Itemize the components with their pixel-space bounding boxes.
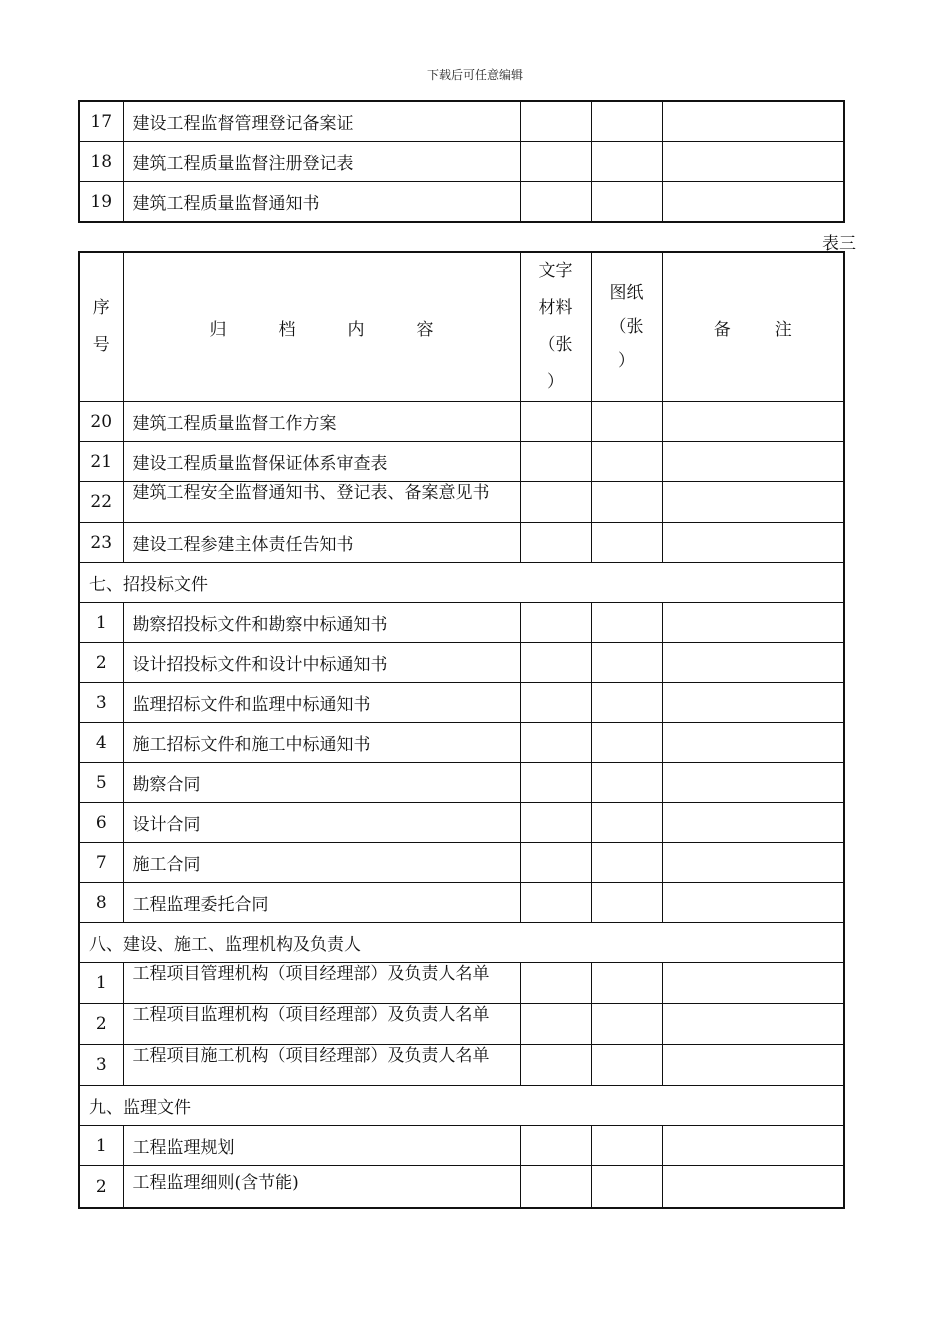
- section-row: [79, 563, 844, 603]
- section-row: [79, 923, 844, 963]
- header-drawings-line: 图纸: [609, 283, 644, 303]
- text-materials-cell[interactable]: [520, 142, 591, 182]
- remarks-cell[interactable]: [662, 683, 844, 723]
- row-content: 监理招标文件和监理中标通知书: [123, 683, 520, 723]
- row-content: 工程监理规划: [123, 1126, 520, 1166]
- header-content-char: 内: [347, 319, 365, 340]
- row-content: 建筑工程质量监督工作方案: [123, 402, 520, 442]
- text-materials-cell[interactable]: [520, 182, 591, 223]
- text-materials-cell[interactable]: [520, 523, 591, 563]
- drawings-cell[interactable]: [591, 442, 662, 482]
- row-content: 建设工程质量监督保证体系审查表: [123, 442, 520, 482]
- remarks-cell[interactable]: [662, 142, 844, 182]
- header-remark-char: 备: [713, 319, 731, 340]
- row-content: [123, 1004, 520, 1045]
- table-row: [79, 442, 844, 482]
- row-number: 2: [79, 1004, 123, 1045]
- text-materials-cell[interactable]: [520, 683, 591, 723]
- header-words-line: 文字: [538, 261, 573, 281]
- header-words-line: 材料: [538, 298, 573, 318]
- header-drawings: [591, 252, 662, 402]
- header-remarks: [662, 252, 844, 402]
- row-number: 4: [79, 723, 123, 763]
- remarks-cell[interactable]: [662, 603, 844, 643]
- text-materials-cell[interactable]: [520, 1045, 591, 1086]
- row-number: 18: [79, 142, 123, 182]
- table-row: [79, 763, 844, 803]
- remarks-cell[interactable]: [662, 1166, 844, 1209]
- row-content-text: 工程项目监理机构（项目经理部）及负责人名单: [132, 1005, 490, 1025]
- table-row: [79, 402, 844, 442]
- row-number: 22: [79, 482, 123, 523]
- drawings-cell[interactable]: [591, 843, 662, 883]
- row-number: 1: [79, 1126, 123, 1166]
- section-heading: 八、建设、施工、监理机构及负责人: [79, 923, 844, 963]
- text-materials-cell[interactable]: [520, 402, 591, 442]
- row-content: 施工招标文件和施工中标通知书: [123, 723, 520, 763]
- header-archive-content: [123, 252, 520, 402]
- table-row: [79, 1166, 844, 1209]
- remarks-cell[interactable]: [662, 1004, 844, 1045]
- row-content: 工程监理细则(含节能): [123, 1166, 520, 1209]
- header-seq-line: 序: [92, 298, 110, 318]
- remarks-cell[interactable]: [662, 643, 844, 683]
- archive-table-continued: [78, 100, 845, 223]
- row-number: 7: [79, 843, 123, 883]
- text-materials-cell[interactable]: [520, 1126, 591, 1166]
- row-number: 2: [79, 643, 123, 683]
- archive-table-three: [78, 251, 845, 1209]
- table-row: [79, 101, 844, 142]
- remarks-cell[interactable]: [662, 1045, 844, 1086]
- remarks-cell[interactable]: [662, 402, 844, 442]
- drawings-cell[interactable]: [591, 603, 662, 643]
- header-content-char: 容: [416, 319, 434, 340]
- row-number: 2: [79, 1166, 123, 1209]
- row-number: 3: [79, 1045, 123, 1086]
- table-row: [79, 1126, 844, 1166]
- row-content: 建设工程监督管理登记备案证: [123, 101, 520, 142]
- drawings-cell[interactable]: [591, 1004, 662, 1045]
- table-row: [79, 643, 844, 683]
- header-text-materials: [520, 252, 591, 402]
- remarks-cell[interactable]: [662, 843, 844, 883]
- remarks-cell[interactable]: [662, 442, 844, 482]
- header-seq: [79, 252, 123, 402]
- row-content: 设计合同: [123, 803, 520, 843]
- drawings-cell[interactable]: [591, 1166, 662, 1209]
- drawings-cell[interactable]: [591, 523, 662, 563]
- table-row: [79, 1045, 844, 1086]
- table-row: [79, 683, 844, 723]
- archive-table-continued-body: [79, 101, 844, 222]
- drawings-cell[interactable]: [591, 482, 662, 523]
- row-content: 建筑工程质量监督通知书: [123, 182, 520, 223]
- drawings-cell[interactable]: [591, 723, 662, 763]
- remarks-cell[interactable]: [662, 883, 844, 923]
- text-materials-cell[interactable]: [520, 482, 591, 523]
- table-row: [79, 723, 844, 763]
- row-content-text: 建筑工程安全监督通知书、登记表、备案意见书: [132, 483, 490, 503]
- row-number: 3: [79, 683, 123, 723]
- text-materials-cell[interactable]: [520, 763, 591, 803]
- row-content-text: 工程项目施工机构（项目经理部）及负责人名单: [132, 1046, 490, 1066]
- remarks-cell[interactable]: [662, 182, 844, 223]
- archive-table-three-body: [79, 252, 844, 1208]
- remarks-cell[interactable]: [662, 482, 844, 523]
- row-content: 工程监理委托合同: [123, 883, 520, 923]
- row-number: 8: [79, 883, 123, 923]
- drawings-cell[interactable]: [591, 683, 662, 723]
- table-row: [79, 803, 844, 843]
- header-seq-line: 号: [92, 335, 110, 355]
- header-words-line: （张: [538, 335, 573, 355]
- text-materials-cell[interactable]: [520, 1166, 591, 1209]
- table-label: 表三: [822, 234, 856, 254]
- table-row: [79, 1004, 844, 1045]
- text-materials-cell[interactable]: [520, 803, 591, 843]
- text-materials-cell[interactable]: [520, 643, 591, 683]
- remarks-cell[interactable]: [662, 963, 844, 1004]
- page-header-note: 下载后可任意编辑: [426, 68, 523, 82]
- remarks-cell[interactable]: [662, 723, 844, 763]
- remarks-cell[interactable]: [662, 523, 844, 563]
- row-number: 20: [79, 402, 123, 442]
- remarks-cell[interactable]: [662, 1126, 844, 1166]
- row-number: 23: [79, 523, 123, 563]
- drawings-cell[interactable]: [591, 142, 662, 182]
- header-words-line: ）: [547, 372, 564, 392]
- remarks-cell[interactable]: [662, 101, 844, 142]
- row-number: 1: [79, 603, 123, 643]
- table-header-row: [79, 252, 844, 402]
- drawings-cell[interactable]: [591, 402, 662, 442]
- drawings-cell[interactable]: [591, 1045, 662, 1086]
- remarks-cell[interactable]: [662, 803, 844, 843]
- table-row: [79, 182, 844, 223]
- table-row: [79, 843, 844, 883]
- remarks-cell[interactable]: [662, 763, 844, 803]
- text-materials-cell[interactable]: [520, 442, 591, 482]
- row-content: [123, 1045, 520, 1086]
- row-content: 勘察合同: [123, 763, 520, 803]
- section-heading: 七、招投标文件: [79, 563, 844, 603]
- drawings-cell[interactable]: [591, 182, 662, 223]
- row-content: 建设工程参建主体责任告知书: [123, 523, 520, 563]
- drawings-cell[interactable]: [591, 1126, 662, 1166]
- table-row: [79, 883, 844, 923]
- text-materials-cell[interactable]: [520, 101, 591, 142]
- header-content-char: 归: [209, 319, 227, 340]
- table-row: [79, 963, 844, 1004]
- table-row: [79, 142, 844, 182]
- header-drawings-line: ）: [618, 351, 635, 371]
- text-materials-cell[interactable]: [520, 843, 591, 883]
- row-content: 设计招投标文件和设计中标通知书: [123, 643, 520, 683]
- section-row: [79, 1086, 844, 1126]
- drawings-cell[interactable]: [591, 101, 662, 142]
- row-content: [123, 482, 520, 523]
- row-number: 6: [79, 803, 123, 843]
- row-number: 17: [79, 101, 123, 142]
- table-row: [79, 523, 844, 563]
- row-content: 施工合同: [123, 843, 520, 883]
- table-row: [79, 603, 844, 643]
- table-row: [79, 482, 844, 523]
- header-content-char: 档: [278, 319, 296, 340]
- row-content-text: 工程项目管理机构（项目经理部）及负责人名单: [132, 964, 490, 984]
- text-materials-cell[interactable]: [520, 603, 591, 643]
- header-remark-char: 注: [774, 319, 792, 340]
- text-materials-cell[interactable]: [520, 883, 591, 923]
- row-number: 21: [79, 442, 123, 482]
- row-number: 5: [79, 763, 123, 803]
- text-materials-cell[interactable]: [520, 723, 591, 763]
- row-content: [123, 963, 520, 1004]
- text-materials-cell[interactable]: [520, 963, 591, 1004]
- drawings-cell[interactable]: [591, 803, 662, 843]
- text-materials-cell[interactable]: [520, 1004, 591, 1045]
- row-number: 1: [79, 963, 123, 1004]
- row-content: 勘察招投标文件和勘察中标通知书: [123, 603, 520, 643]
- row-content: 建筑工程质量监督注册登记表: [123, 142, 520, 182]
- drawings-cell[interactable]: [591, 643, 662, 683]
- header-drawings-line: （张: [609, 317, 644, 337]
- drawings-cell[interactable]: [591, 963, 662, 1004]
- section-heading: 九、监理文件: [79, 1086, 844, 1126]
- row-number: 19: [79, 182, 123, 223]
- drawings-cell[interactable]: [591, 883, 662, 923]
- drawings-cell[interactable]: [591, 763, 662, 803]
